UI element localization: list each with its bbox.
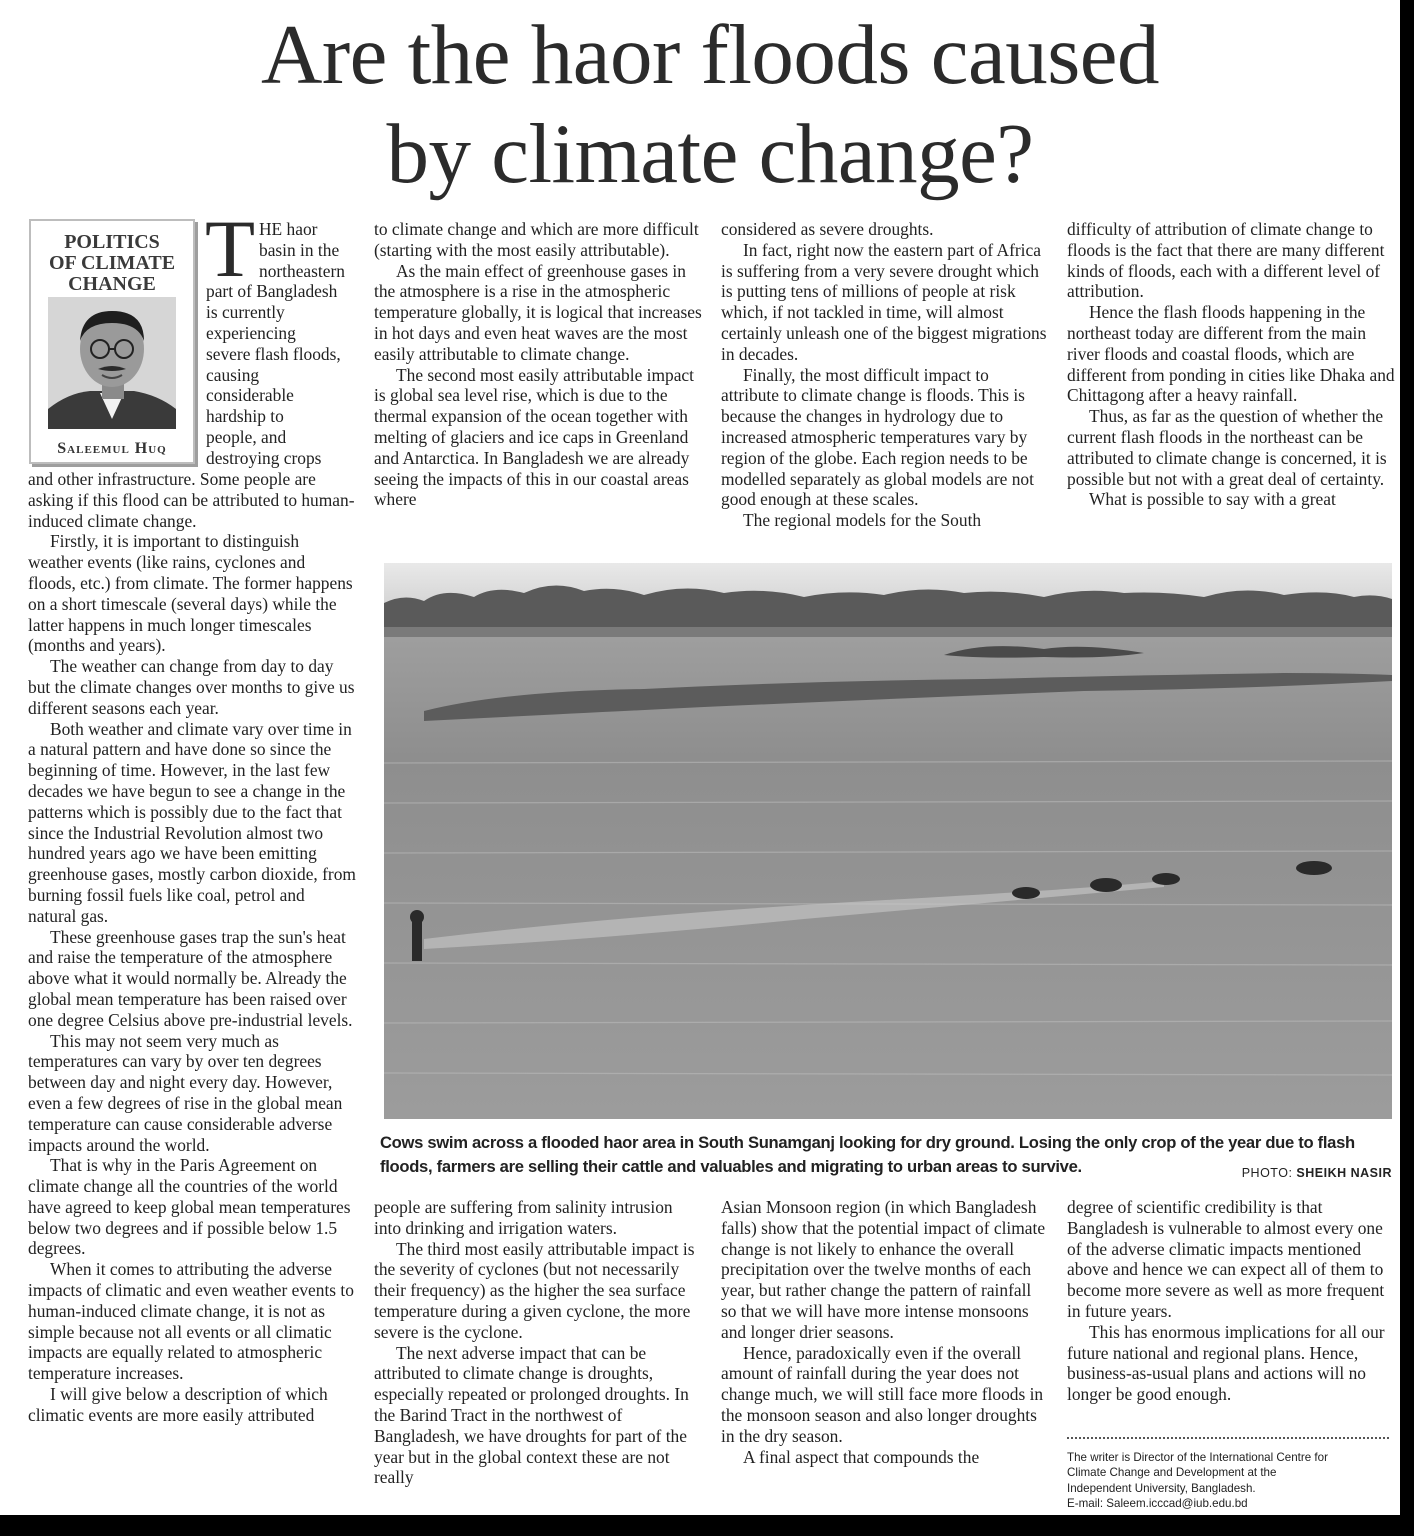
column-2-bottom <box>374 1197 702 1488</box>
paragraph: This has enormous implications for all our future national and regional plans. Hence, business-as-usual plans and actions will no longer be good enough. <box>1067 1321 1385 1405</box>
column-1 <box>28 469 356 1426</box>
drop-cap: T <box>205 203 256 294</box>
wrap-line: severe flash floods, <box>206 343 341 364</box>
headline-line-1: Are the haor floods caused <box>260 8 1160 102</box>
column-name-line-1: POLITICS <box>64 231 160 253</box>
paragraph: degree of scientific credibility is that Bangladesh is vulnerable to almost every one of the adverse climatic impacts mentioned above and hence we can expect all of them to become more severe as well as more frequent in future years. <box>1067 1197 1385 1321</box>
column-4-bottom <box>1067 1197 1395 1405</box>
paragraph: Thus, as far as the question of whether the current flash floods in the northeast can be attributed to climate change is concerned, it is possible but not with a great deal of certainty. <box>1067 406 1387 489</box>
wrap-line: HE haor <box>259 219 318 239</box>
wrap-line: destroying crops <box>206 447 322 468</box>
paragraph: I will give below a description of which climatic events are more easily attributed <box>28 1384 328 1425</box>
wrap-line: part of Bangladesh <box>206 281 338 302</box>
photo-credit-prefix: PHOTO: <box>1241 1166 1293 1180</box>
footnote-email: E-mail: Saleem.icccad@iub.edu.bd <box>1067 1497 1248 1511</box>
paragraph: Asian Monsoon region (in which Bangladesh falls) show that the potential impact of climate change is not likely to enhance the overall precipitation over the twelve months of each year, but rather change the pattern of rainfall so that we will have more intense monsoons and longer drier seasons. <box>721 1197 1046 1342</box>
paragraph: In fact, right now the eastern part of Africa is suffering from a very severe drought which is putting tens of millions of people at risk which, if not tackled in time, will almost certainly unleash one of the biggest migrations in decades. <box>721 239 1047 364</box>
wrap-line: considerable <box>206 385 294 406</box>
paragraph: When it comes to attributing the adverse impacts of climatic and even weather events to human-induced climate change, it is not as simple because not all events or all climatic impacts are equally related to atmospheric temperature increases. <box>28 1259 354 1384</box>
photo-caption: Cows swim across a flooded haor area in South Sunamganj looking for dry ground. Losing the only crop of the year due to flash floods, farmers are selling their cattle and valuables and migrating to urban areas to survive. <box>380 1133 1355 1176</box>
column-2-top <box>374 219 702 510</box>
wrap-line: basin in the <box>259 239 340 260</box>
wrap-line: hardship to <box>206 406 284 427</box>
author-name: Saleemul Huq <box>57 440 167 457</box>
paragraph: Hence the flash floods happening in the northeast today are different from the main river floods and coastal floods, which are different from ponding in cities like Dhaka and Chittagong after a heavy rainfall. <box>1067 302 1395 406</box>
paragraph: Finally, the most difficult impact to attribute to climate change is floods. This is because the changes in hydrology due to increased atmospheric temperatures vary by region of the globe. Each region needs to be modelled separately as global models are not good enough at these scales. <box>721 364 1034 510</box>
paragraph: The third most easily attributable impact is the severity of cyclones (but not necessarily their frequency) as the higher the sea surface temperature during a given cyclone, the more severe is the cyclone. <box>374 1238 695 1342</box>
footnote-line: Independent University, Bangladesh. <box>1067 1481 1256 1495</box>
paragraph: to climate change and which are more difficult (starting with the most easily attributable). <box>374 219 699 260</box>
photo-credit <box>1242 1166 1392 1180</box>
column-name-line-2: OF CLIMATE <box>48 252 176 274</box>
paragraph: What is possible to say with a great <box>1089 489 1336 510</box>
wrap-line: people, and <box>206 426 287 447</box>
headline <box>0 6 1400 204</box>
footnote-line: Climate Change and Development at the <box>1067 1466 1277 1480</box>
paragraph: The regional models for the South <box>743 510 982 531</box>
author-portrait <box>48 297 176 429</box>
paragraph: That is why in the Paris Agreement on climate change all the countries of the world have agreed to keep global mean temperatures below two degrees and if possible below 1.5 degrees. <box>28 1155 351 1259</box>
column-logo-box <box>29 219 195 464</box>
wrap-line: causing <box>206 364 260 385</box>
paragraph: The weather can change from day to day but the climate changes over months to give us different seasons each year. <box>28 656 355 718</box>
paragraph: These greenhouse gases trap the sun's heat and raise the temperature of the atmosphere above what it would normally be. Already the global mean temperature has been raised over one degree Celsius above pre-industrial levels. <box>28 926 353 1030</box>
column-3-bottom <box>721 1197 1049 1467</box>
paragraph: difficulty of attribution of climate change to floods is the fact that there are many different kinds of floods, each with a different level of attribution. <box>1067 219 1385 302</box>
paragraph: considered as severe droughts. <box>721 219 934 239</box>
footnote-divider <box>1067 1437 1389 1439</box>
photo-credit-name: SHEIKH NASIR <box>1296 1166 1392 1180</box>
paragraph: The second most easily attributable impact is global sea level rise, which is due to the thermal expansion of the ocean together with melting of glaciers and ice caps in Greenland and Antarctica. In Bangladesh we are already seeing the impacts of this in our coastal areas where <box>374 364 694 510</box>
flood-photo <box>384 563 1392 1119</box>
column-1-wrap <box>206 219 354 469</box>
footnote-line: The writer is Director of the International Centre for <box>1067 1451 1328 1464</box>
wrap-line: experiencing <box>206 322 296 343</box>
paragraph: Hence, paradoxically even if the overall amount of rainfall during the year does not change much, we will still face more floods in the monsoon season and also longer droughts in the dry season. <box>721 1342 1044 1446</box>
column-4-top <box>1067 219 1395 510</box>
column-name-line-3: CHANGE <box>68 273 156 295</box>
paragraph: and other infrastructure. Some people are asking if this flood can be attributed to human-induced climate change. <box>28 469 355 531</box>
paragraph: Firstly, it is important to distinguish weather events (like rains, cyclones and floods, etc.) from climate. The former happens on a short timescale (several days) while the latter happens in much longer timescales (months and years). <box>28 531 353 656</box>
paragraph: A final aspect that compounds the <box>743 1446 980 1467</box>
paragraph: Both weather and climate vary over time in a natural pattern and have done so since the beginning of time. However, in the last few decades we have begun to see a change in the patterns which is possibly due to the fact that since the Industrial Revolution almost two hundred years ago we have been emitting greenhouse gases, mostly carbon dioxide, from burning fossil fuels like coal, petrol and natural gas. <box>28 718 356 926</box>
headline-line-2: by climate change? <box>386 107 1034 201</box>
column-3-top <box>721 219 1049 531</box>
paragraph: people are suffering from salinity intrusion into drinking and irrigation waters. <box>374 1197 673 1238</box>
wrap-line: is currently <box>206 302 285 323</box>
wrap-line: northeastern <box>259 260 345 281</box>
paragraph: As the main effect of greenhouse gases in the atmosphere is a rise in the atmospheric temperature globally, it is logical that increases in hot days and even heat waves are the most easily attributable to climate change. <box>374 260 702 364</box>
paragraph: This may not seem very much as temperatures can vary by over ten degrees between day and night every day. However, even a few degrees of rise in the global mean temperature can cause considerable adverse impacts around the world. <box>28 1030 343 1155</box>
author-footnote <box>1067 1450 1397 1512</box>
paragraph: The next adverse impact that can be attributed to climate change is droughts, especially repeated or prolonged droughts. In the Barind Tract in the northwest of Bangladesh, we have droughts for part of the year but in the global context these are not really <box>374 1342 689 1488</box>
